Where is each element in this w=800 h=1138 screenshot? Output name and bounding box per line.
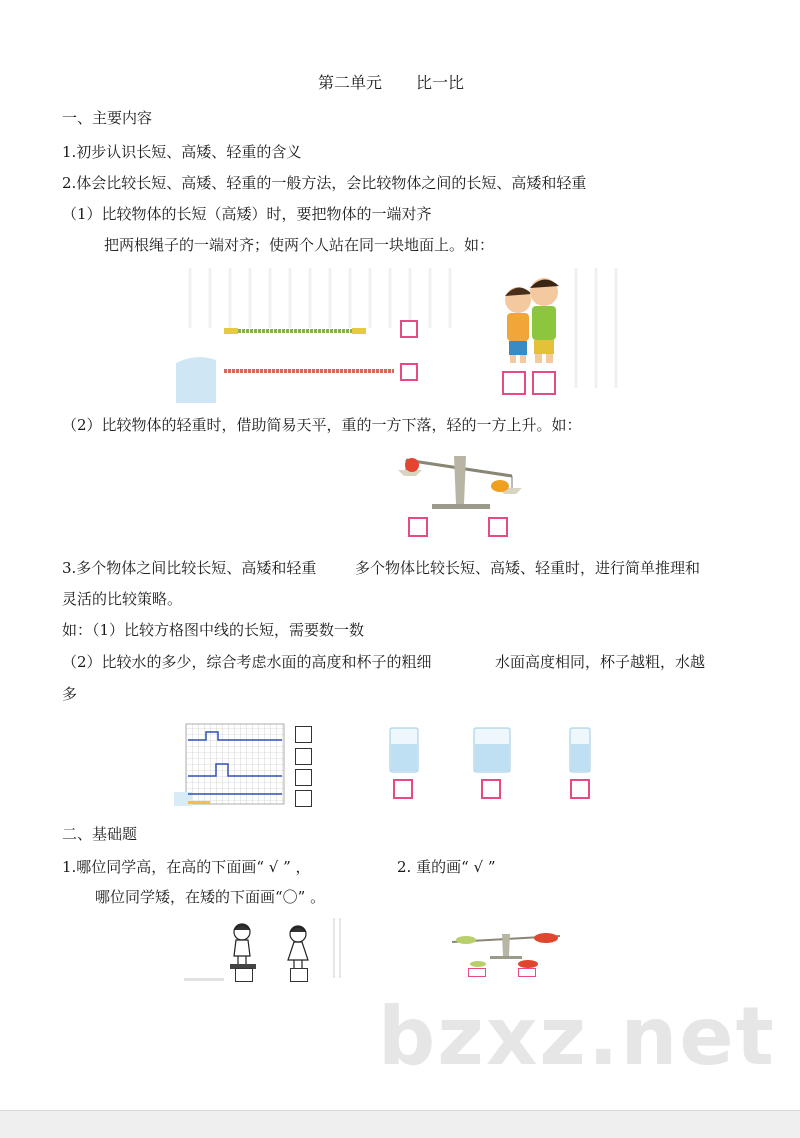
content-sub-1: （1）比较物体的长短（高矮）时，要把物体的一端对齐 [62,205,432,223]
small-balance-graphic [448,926,568,978]
cup3-answer-box[interactable] [570,779,590,799]
balance-figure [396,446,524,540]
cup-medium [390,728,418,772]
grid-lines-figure [174,722,314,806]
section-heading-basic-questions: 二、基础题 [62,825,138,843]
rope2-answer-box[interactable] [400,363,418,381]
example-2-a: （2）比较水的多少，综合考虑水面的高度和杯子的粗细 [62,653,432,671]
section-heading-main-content: 一、主要内容 [62,109,153,127]
cup1-answer-box[interactable] [393,779,413,799]
question-1-b: 哪位同学矮，在矮的下面画“〇” 。 [95,888,326,906]
content-item-2: 2.体会比较长短、高矮、轻重的一般方法，会比较物体之间的长短、高矮和轻重 [62,174,587,192]
unit-name: 比一比 [416,73,465,92]
cup2-answer-box[interactable] [481,779,501,799]
water-cups-figure [384,726,594,800]
content-item-1: 1.初步认识长短、高矮、轻重的含义 [62,143,302,161]
kid-girl-drawing [288,926,308,968]
kid-left-answer-box[interactable] [502,371,526,395]
example-2-c: 多 [62,685,78,703]
kid-boy-answer-box[interactable] [235,968,253,982]
content-item-3-c: 灵活的比较策略。 [62,590,183,608]
kid-right-answer-box[interactable] [532,371,556,395]
content-sub-2: （2）比较物体的轻重时，借助简易天平，重的一方下落，轻的一方上升。如： [62,416,582,434]
unit-label: 第二单元 [318,73,383,92]
cup-wide [474,728,510,772]
balance-left-answer-box[interactable] [408,517,428,537]
grid-answer-box-4[interactable] [295,790,312,807]
weight-right-answer-box[interactable] [518,968,536,977]
grid-answer-box-3[interactable] [295,769,312,786]
rope1-answer-box[interactable] [400,320,418,338]
question-1-a: 1.哪位同学高，在高的下面画“ √ ” ， [62,858,311,876]
cup-narrow [570,728,590,772]
example-2-b: 水面高度相同，杯子越粗，水越 [495,653,706,671]
kid-girl-answer-box[interactable] [290,968,308,982]
question-2: 2. 重的画“ √ ” [397,858,496,876]
content-sub-1-detail: 把两根绳子的一端对齐；使两个人站在同一块地面上。如： [104,236,495,254]
balance-right-answer-box[interactable] [488,517,508,537]
kid-boy-drawing [234,924,250,966]
weight-left-answer-box[interactable] [468,968,486,977]
kids-height-question-figure [184,918,344,984]
rope-and-height-figure [176,268,631,403]
site-watermark: bzxz.net [378,990,776,1083]
grid-graphic [174,722,314,806]
example-1: 如：（1）比较方格图中线的长短，需要数一数 [62,621,365,639]
kids-graphic [184,918,344,984]
content-item-3-b: 多个物体比较长短、高矮、轻重时，进行简单推理和 [355,559,701,577]
page-bottom-edge [0,1110,800,1138]
weight-question-figure [448,926,568,978]
grid-answer-box-1[interactable] [295,726,312,743]
content-item-3-a: 3.多个物体之间比较长短、高矮和轻重 [62,559,317,577]
page-title [318,74,464,92]
grid-answer-box-2[interactable] [295,748,312,765]
